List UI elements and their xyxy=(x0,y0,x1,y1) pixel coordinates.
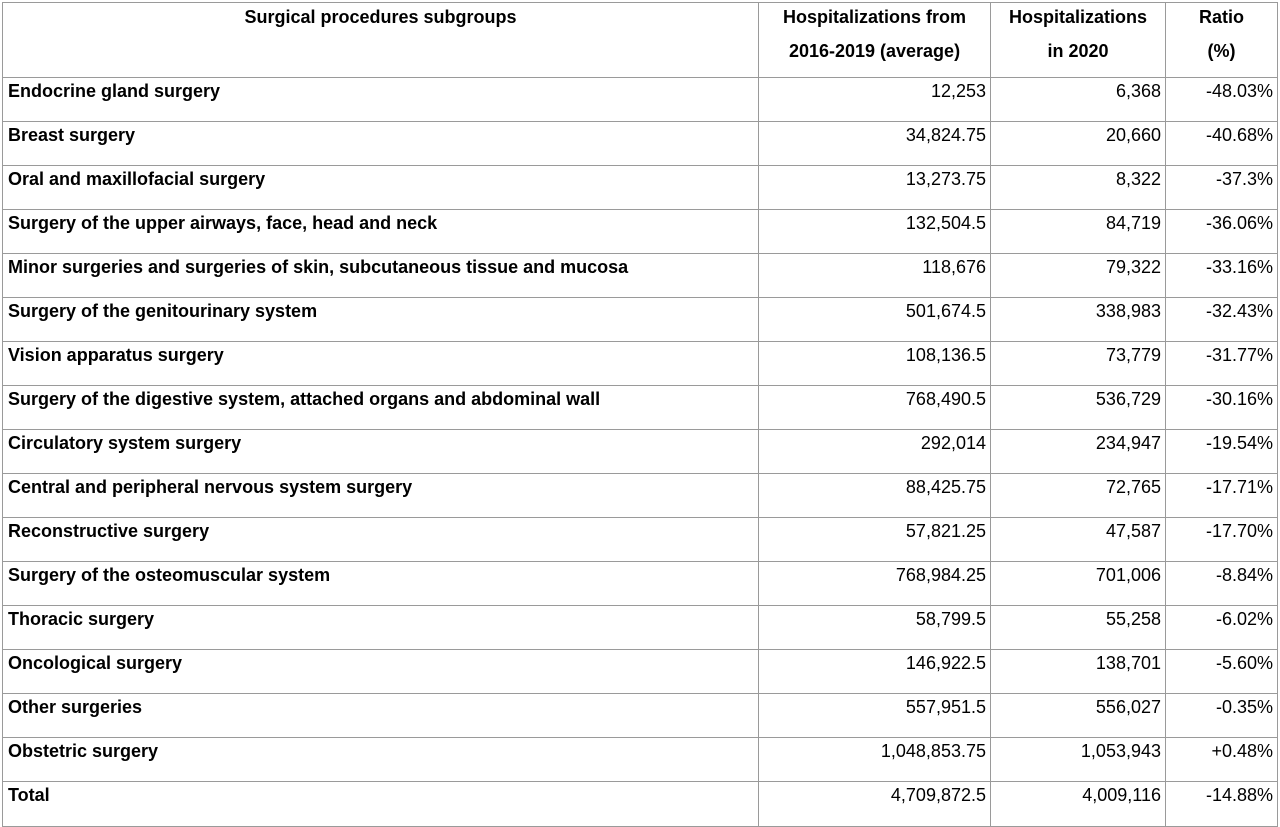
cell-2020: 6,368 xyxy=(991,78,1166,122)
header-2020-line-1: Hospitalizations xyxy=(1008,7,1147,27)
header-subgroup xyxy=(3,3,759,78)
cell-subgroup: Surgery of the digestive system, attached organs and abdominal wall xyxy=(3,386,759,430)
cell-avg-2016-2019: 768,490.5 xyxy=(759,386,991,430)
cell-ratio: -17.70% xyxy=(1166,518,1278,562)
cell-subgroup: Oncological surgery xyxy=(3,650,759,694)
header-row xyxy=(3,3,1278,78)
cell-ratio: -32.43% xyxy=(1166,298,1278,342)
cell-ratio: -40.68% xyxy=(1166,122,1278,166)
cell-2020: 1,053,943 xyxy=(991,738,1166,782)
cell-ratio: -19.54% xyxy=(1166,430,1278,474)
cell-avg-2016-2019: 132,504.5 xyxy=(759,210,991,254)
cell-ratio: -48.03% xyxy=(1166,78,1278,122)
table-row xyxy=(3,650,1278,694)
cell-subgroup: Reconstructive surgery xyxy=(3,518,759,562)
cell-subgroup: Vision apparatus surgery xyxy=(3,342,759,386)
cell-2020: 73,779 xyxy=(991,342,1166,386)
table-row xyxy=(3,694,1278,738)
cell-2020: 8,322 xyxy=(991,166,1166,210)
cell-avg-2016-2019: 4,709,872.5 xyxy=(759,782,991,827)
table-row xyxy=(3,254,1278,298)
header-ratio-line-2: (%) xyxy=(1207,41,1236,61)
table-row xyxy=(3,78,1278,122)
cell-2020: 701,006 xyxy=(991,562,1166,606)
table-row xyxy=(3,210,1278,254)
cell-subgroup: Breast surgery xyxy=(3,122,759,166)
cell-avg-2016-2019: 88,425.75 xyxy=(759,474,991,518)
header-subgroup-line-1: Surgical procedures subgroups xyxy=(244,7,517,27)
cell-2020: 138,701 xyxy=(991,650,1166,694)
cell-avg-2016-2019: 292,014 xyxy=(759,430,991,474)
cell-2020: 556,027 xyxy=(991,694,1166,738)
cell-ratio: +0.48% xyxy=(1166,738,1278,782)
table-row xyxy=(3,738,1278,782)
cell-ratio: -17.71% xyxy=(1166,474,1278,518)
cell-subgroup: Minor surgeries and surgeries of skin, subcutaneous tissue and mucosa xyxy=(3,254,759,298)
header-avg-line-2: 2016-2019 (average) xyxy=(788,41,961,61)
table-row xyxy=(3,474,1278,518)
cell-ratio: -0.35% xyxy=(1166,694,1278,738)
table-row xyxy=(3,386,1278,430)
cell-ratio: -5.60% xyxy=(1166,650,1278,694)
cell-subgroup: Obstetric surgery xyxy=(3,738,759,782)
table-body xyxy=(3,78,1278,827)
table-row xyxy=(3,342,1278,386)
data-table-container xyxy=(2,2,1277,827)
cell-subgroup: Surgery of the osteomuscular system xyxy=(3,562,759,606)
cell-2020: 536,729 xyxy=(991,386,1166,430)
header-2020-line-2: in 2020 xyxy=(1047,41,1109,61)
cell-2020: 84,719 xyxy=(991,210,1166,254)
cell-subgroup: Surgery of the upper airways, face, head and neck xyxy=(3,210,759,254)
cell-2020: 4,009,116 xyxy=(991,782,1166,827)
header-ratio xyxy=(1166,3,1278,78)
cell-2020: 20,660 xyxy=(991,122,1166,166)
cell-avg-2016-2019: 146,922.5 xyxy=(759,650,991,694)
header-avg-2016-2019 xyxy=(759,3,991,78)
cell-ratio: -14.88% xyxy=(1166,782,1278,827)
table-row xyxy=(3,298,1278,342)
cell-subgroup: Oral and maxillofacial surgery xyxy=(3,166,759,210)
cell-avg-2016-2019: 12,253 xyxy=(759,78,991,122)
surgical-hospitalizations-table xyxy=(2,2,1278,827)
cell-ratio: -30.16% xyxy=(1166,386,1278,430)
table-row xyxy=(3,430,1278,474)
table-row xyxy=(3,606,1278,650)
cell-avg-2016-2019: 58,799.5 xyxy=(759,606,991,650)
cell-ratio: -36.06% xyxy=(1166,210,1278,254)
table-row-total xyxy=(3,782,1278,827)
cell-ratio: -6.02% xyxy=(1166,606,1278,650)
cell-2020: 47,587 xyxy=(991,518,1166,562)
cell-avg-2016-2019: 118,676 xyxy=(759,254,991,298)
cell-subgroup: Total xyxy=(3,782,759,827)
cell-ratio: -31.77% xyxy=(1166,342,1278,386)
cell-avg-2016-2019: 13,273.75 xyxy=(759,166,991,210)
cell-2020: 338,983 xyxy=(991,298,1166,342)
cell-avg-2016-2019: 108,136.5 xyxy=(759,342,991,386)
cell-avg-2016-2019: 557,951.5 xyxy=(759,694,991,738)
cell-2020: 234,947 xyxy=(991,430,1166,474)
cell-subgroup: Other surgeries xyxy=(3,694,759,738)
table-row xyxy=(3,166,1278,210)
cell-avg-2016-2019: 57,821.25 xyxy=(759,518,991,562)
cell-subgroup: Surgery of the genitourinary system xyxy=(3,298,759,342)
header-avg-line-1: Hospitalizations from xyxy=(782,7,966,27)
cell-2020: 72,765 xyxy=(991,474,1166,518)
cell-subgroup: Thoracic surgery xyxy=(3,606,759,650)
cell-avg-2016-2019: 34,824.75 xyxy=(759,122,991,166)
cell-ratio: -33.16% xyxy=(1166,254,1278,298)
table-row xyxy=(3,518,1278,562)
table-row xyxy=(3,562,1278,606)
header-ratio-line-1: Ratio xyxy=(1199,7,1244,27)
cell-2020: 55,258 xyxy=(991,606,1166,650)
cell-ratio: -8.84% xyxy=(1166,562,1278,606)
cell-2020: 79,322 xyxy=(991,254,1166,298)
cell-avg-2016-2019: 768,984.25 xyxy=(759,562,991,606)
cell-avg-2016-2019: 1,048,853.75 xyxy=(759,738,991,782)
cell-ratio: -37.3% xyxy=(1166,166,1278,210)
header-2020 xyxy=(991,3,1166,78)
cell-subgroup: Endocrine gland surgery xyxy=(3,78,759,122)
table-row xyxy=(3,122,1278,166)
cell-avg-2016-2019: 501,674.5 xyxy=(759,298,991,342)
cell-subgroup: Central and peripheral nervous system surgery xyxy=(3,474,759,518)
cell-subgroup: Circulatory system surgery xyxy=(3,430,759,474)
